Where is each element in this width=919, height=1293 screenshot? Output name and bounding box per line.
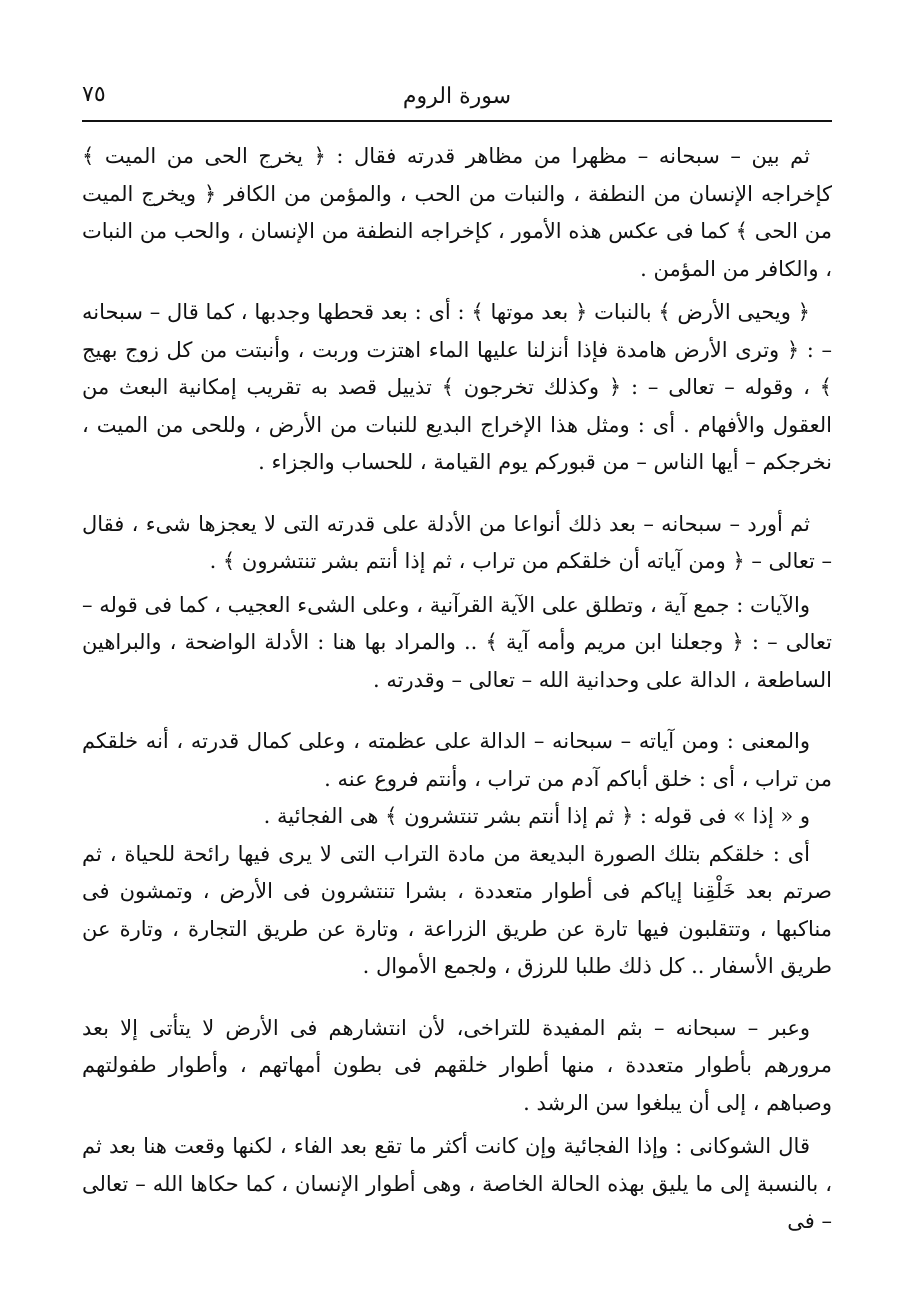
paragraph: و « إذا » فى قوله : ﴿ ثم إذا أنتم بشر تنتشرون ﴾ هى الفجائية .	[263, 804, 810, 828]
paragraph: ثم أورد – سبحانه – بعد ذلك أنواعا من الأدلة على قدرته التى لا يعجزها شىء ، فقال – تعالى – ﴿ ومن آياته أن خلقكم من تراب ، ثم إذا أنتم بشر تنتشرون ﴾ .	[82, 511, 832, 573]
paragraph: والآيات : جمع آية ، وتطلق على الآية القرآنية ، وعلى الشىء العجيب ، كما فى قوله – تعالى – : ﴿ وجعلنا ابن مريم وأمه آية ﴾ .. والمراد بها هنا : الأدلة الواضحة ، والبراهين الساطعة ، الدالة على وحدانية الله – تعالى – وقدرته .	[82, 592, 832, 692]
book-page	[82, 78, 832, 1293]
paragraph: وعبر – سبحانه – بثم المفيدة للتراخى، لأن انتشارهم فى الأرض لا يتأتى إلا بعد مرورهم بأطوار متعددة ، منها أطوار خلقهم فى بطون أمهاتهم ، وأطوار طفولتهم وصباهم ، إلى أن يبلغوا سن الرشد .	[82, 1015, 832, 1115]
paragraph: ﴿ ويحيى الأرض ﴾ بالنبات ﴿ بعد موتها ﴾ : أى : بعد قحطها وجدبها ، كما قال – سبحانه – : ﴿ وترى الأرض هامدة فإذا أنزلنا عليها الماء اهتزت وربت ، وأنبتت من كل زوج بهيج ﴾ ، وقوله – تعالى – : ﴿ وكذلك تخرجون ﴾ تذييل قصد به تقريب إمكانية البعث من العقول والأفهام . أى : ومثل هذا الإخراج البديع للنبات من الأرض ، وللحى من الميت ، نخرجكم – أيها الناس – من قبوركم يوم القيامة ، للحساب والجزاء .	[82, 300, 832, 474]
paragraph: ثم بين – سبحانه – مظهرا من مظاهر قدرته فقال : ﴿ يخرج الحى من الميت ﴾ كإخراجه الإنسان من النطفة ، والنبات من الحب ، والمؤمن من الكافر ﴿ ويخرج الميت من الحى ﴾ كما فى عكس هذه الأمور ، كإخراجه النطفة من الإنسان ، والحب من النبات ، والكافر من المؤمن .	[82, 144, 832, 281]
paragraph: قال الشوكانى : وإذا الفجائية وإن كانت أكثر ما تقع بعد الفاء ، لكنها وقعت هنا بعد ثم ، بالنسبة إلى ما يليق بهذه الحالة الخاصة ، وهى أطوار الإنسان ، كما حكاها الله – تعالى – فى	[82, 1134, 832, 1233]
paragraph: أى : خلقكم بتلك الصورة البديعة من مادة التراب التى لا يرى فيها رائحة للحياة ، ثم صرتم بعد خَلْقِنا إياكم فى أطوار متعددة ، بشرا تنتشرون فى الأرض ، وتمشون فى مناكبها ، وتتقلبون فيها تارة عن طريق الزراعة ، وتارة عن طريق التجارة ، وتارة عن طريق الأسفار .. كل ذلك طلبا للرزق ، ولجمع الأموال .	[82, 841, 832, 978]
surah-title: سورة الروم	[402, 84, 512, 109]
paragraph: والمعنى : ومن آياته – سبحانه – الدالة على عظمته ، وعلى كمال قدرته ، أنه خلقكم من تراب ، أى : خلق أباكم آدم من تراب ، وأنتم فروع عنه .	[82, 729, 832, 791]
page-header	[82, 78, 832, 122]
page-body	[82, 138, 832, 1241]
page-number: ٧٥	[82, 82, 106, 107]
